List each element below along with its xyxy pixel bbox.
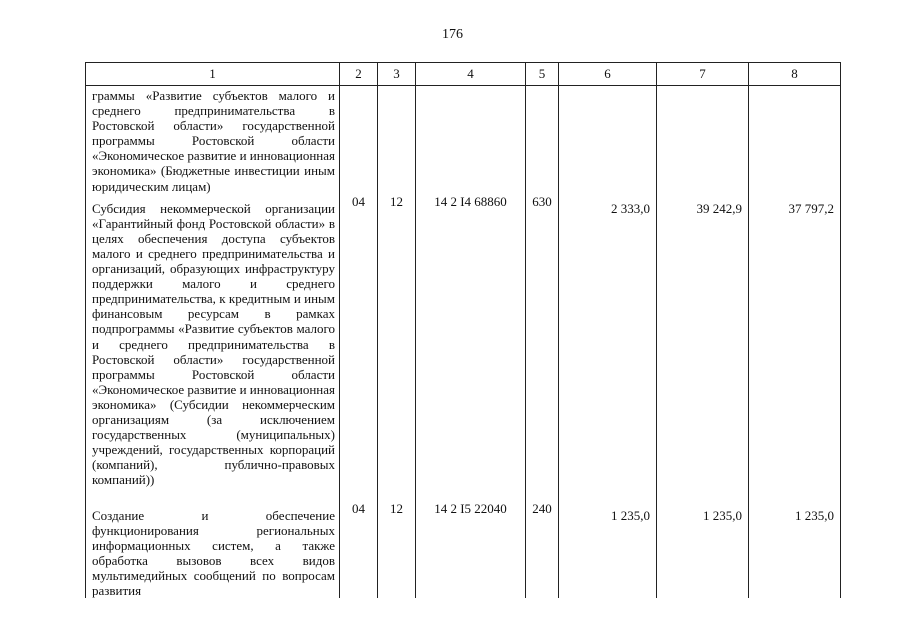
expense-type-code: 630 bbox=[526, 194, 559, 501]
column-header-1: 1 bbox=[86, 63, 340, 86]
amount-col7: 39 242,9 bbox=[657, 194, 749, 501]
subsection-code: 12 bbox=[378, 194, 416, 501]
expense-type-code bbox=[526, 86, 559, 194]
section-code bbox=[340, 86, 378, 194]
column-header-8: 8 bbox=[749, 63, 841, 86]
amount-col7 bbox=[657, 86, 749, 194]
row-description: граммы «Развитие субъектов малого и среднего предпринимательства в Ростовской области» государственной программы Ростовской области «Экономическое развитие и инновационная экономика» (Бюджетные инвестиции иным юридическим лицам) bbox=[86, 86, 340, 194]
table-row bbox=[86, 194, 841, 501]
amount-col6: 2 333,0 bbox=[559, 194, 657, 501]
section-code: 04 bbox=[340, 501, 378, 599]
row-description: Создание и обеспечение функционирования региональных информационных систем, а также обработка вызовов всех видов мультимедийных сообщений по вопросам развития bbox=[86, 501, 340, 599]
column-header-5: 5 bbox=[526, 63, 559, 86]
budget-table bbox=[85, 62, 841, 598]
column-header-3: 3 bbox=[378, 63, 416, 86]
amount-col6: 1 235,0 bbox=[559, 501, 657, 599]
column-header-2: 2 bbox=[340, 63, 378, 86]
target-article-code: 14 2 I4 68860 bbox=[416, 194, 526, 501]
amount-col8: 1 235,0 bbox=[749, 501, 841, 599]
page-number: 176 bbox=[442, 27, 463, 42]
header-row bbox=[86, 63, 841, 86]
column-header-6: 6 bbox=[559, 63, 657, 86]
table-row bbox=[86, 501, 841, 599]
amount-col8 bbox=[749, 86, 841, 194]
table-row bbox=[86, 86, 841, 194]
amount-col8: 37 797,2 bbox=[749, 194, 841, 501]
column-header-7: 7 bbox=[657, 63, 749, 86]
target-article-code: 14 2 I5 22040 bbox=[416, 501, 526, 599]
subsection-code bbox=[378, 86, 416, 194]
subsection-code: 12 bbox=[378, 501, 416, 599]
amount-col6 bbox=[559, 86, 657, 194]
column-header-4: 4 bbox=[416, 63, 526, 86]
section-code: 04 bbox=[340, 194, 378, 501]
amount-col7: 1 235,0 bbox=[657, 501, 749, 599]
row-description: Субсидия некоммерческой организации «Гарантийный фонд Ростовской области» в целях обеспечения доступа субъектов малого и среднего предпринимательства и организаций, образующих инфраструктуру поддержки малого и среднего предпринимательства, к кредитным и иным финансовым ресурсам в рамках подпрограммы «Развитие субъектов малого и среднего предпринимательства в Ростовской области» государственной программы Ростовской области «Экономическое развитие и инновационная экономика» (Субсидии некоммерческим организациям (за исключением государственных (муниципальных) учреждений, государственных корпораций (компаний), публично-правовых компаний)) bbox=[86, 194, 340, 501]
expense-type-code: 240 bbox=[526, 501, 559, 599]
target-article-code bbox=[416, 86, 526, 194]
